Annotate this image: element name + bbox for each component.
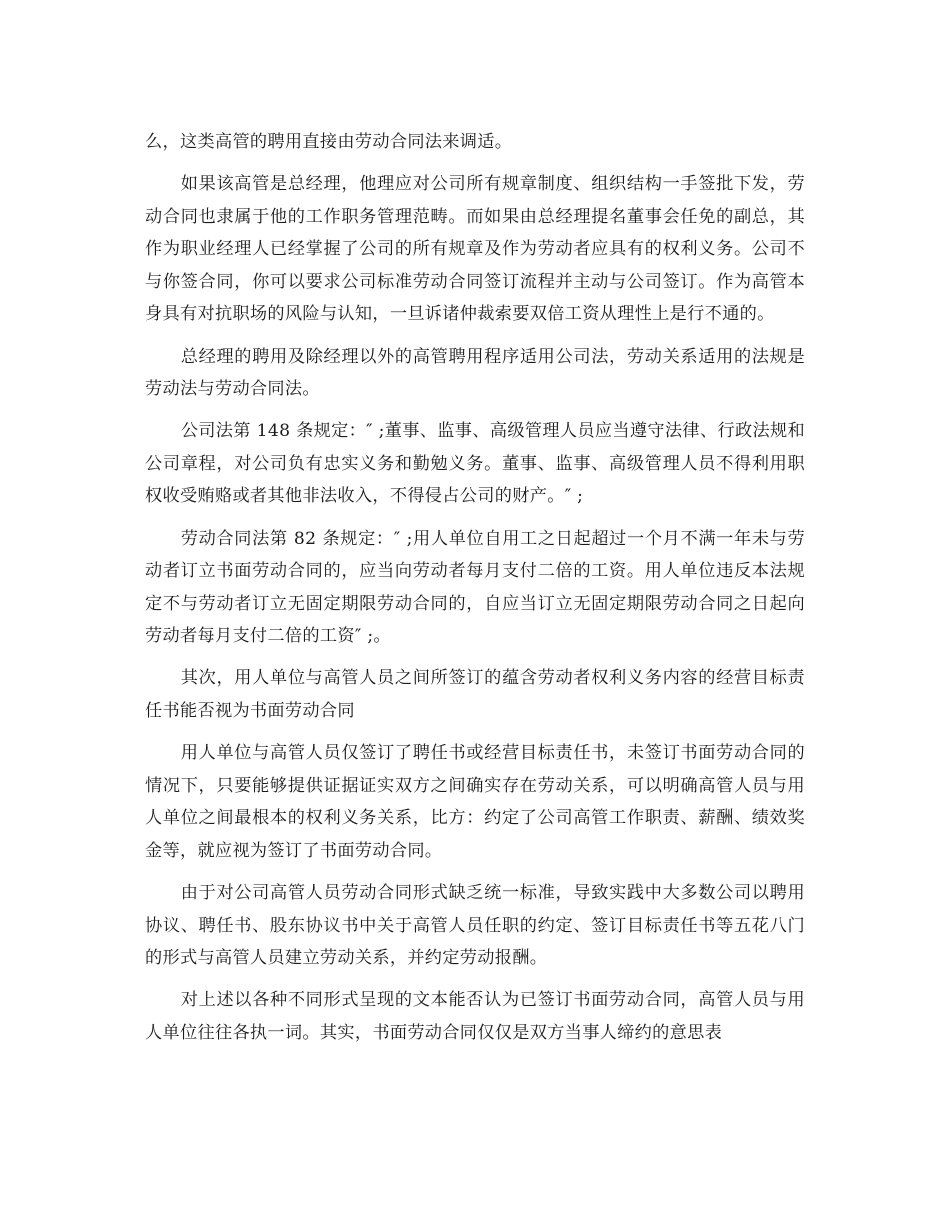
paragraph-appointment-letter: 用人单位与高管人员仅签订了聘任书或经营目标责任书，未签订书面劳动合同的情况下，只要能够提供证据证实双方之间确实存在劳动关系，可以明确高管人员与用人单位之间最根本的权利义务关系，比方：约定了公司高管工作职责、薪酬、绩效奖金等，就应视为签订了书面劳动合同。 xyxy=(145,743,805,861)
paragraph-continuation: 么，这类高管的聘用直接由劳动合同法来调适。 xyxy=(145,132,513,152)
paragraph-applicable-law: 总经理的聘用及除经理以外的高管聘用程序适用公司法，劳动关系适用的法规是劳动法与劳动合同法。 xyxy=(145,346,805,400)
paragraph-company-law-148: 公司法第 148 条规定：″ ;董事、监事、高级管理人员应当遵守法律、行政法规和公司章程，对公司负有忠实义务和勤勉义务。董事、监事、高级管理人员不得利用职权收受贿赂或者其他非法收入，不得侵占公司的财产。″ ; xyxy=(145,421,805,507)
paragraph-written-contract: 对上述以各种不同形式呈现的文本能否认为已签订书面劳动合同，高管人员与用人单位往往各执一词。其实，书面劳动合同仅仅是双方当事人缔约的意思表 xyxy=(145,990,805,1043)
document-body xyxy=(145,126,805,1059)
paragraph-labor-contract-law-82: 劳动合同法第 82 条规定：″ ;用人单位自用工之日起超过一个月不满一年未与劳动者订立书面劳动合同的，应当向劳动者每月支付二倍的工资。用人单位违反本法规定不与劳动者订立无固定期限劳动合同的，自应当订立无固定期限劳动合同之日起向劳动者每月支付二倍的工资″ ;。 xyxy=(145,528,805,647)
paragraph-second-question: 其次，用人单位与高管人员之间所签订的蕴含劳动者权利义务内容的经营目标责任书能否视为书面劳动合同 xyxy=(145,668,805,721)
paragraph-general-manager: 如果该高管是总经理，他理应对公司所有规章制度、组织结构一手签批下发，劳动合同也隶属于他的工作职务管理范畴。而如果由总经理提名董事会任免的副总，其作为职业经理人已经掌握了公司的所有规章及作为劳动者应具有的权利义务。公司不与你签合同，你可以要求公司标准劳动合同签订流程并主动与公司签订。作为高管本身具有对抗职场的风险与认知，一旦诉诸仲裁索要双倍工资从理性上是行不通的。 xyxy=(145,174,805,325)
paragraph-contract-forms: 由于对公司高管人员劳动合同形式缺乏统一标准，导致实践中大多数公司以聘用协议、聘任书、股东协议书中关于高管人员任职的约定、签订目标责任书等五花八门的形式与高管人员建立劳动关系，并约定劳动报酬。 xyxy=(145,882,805,969)
